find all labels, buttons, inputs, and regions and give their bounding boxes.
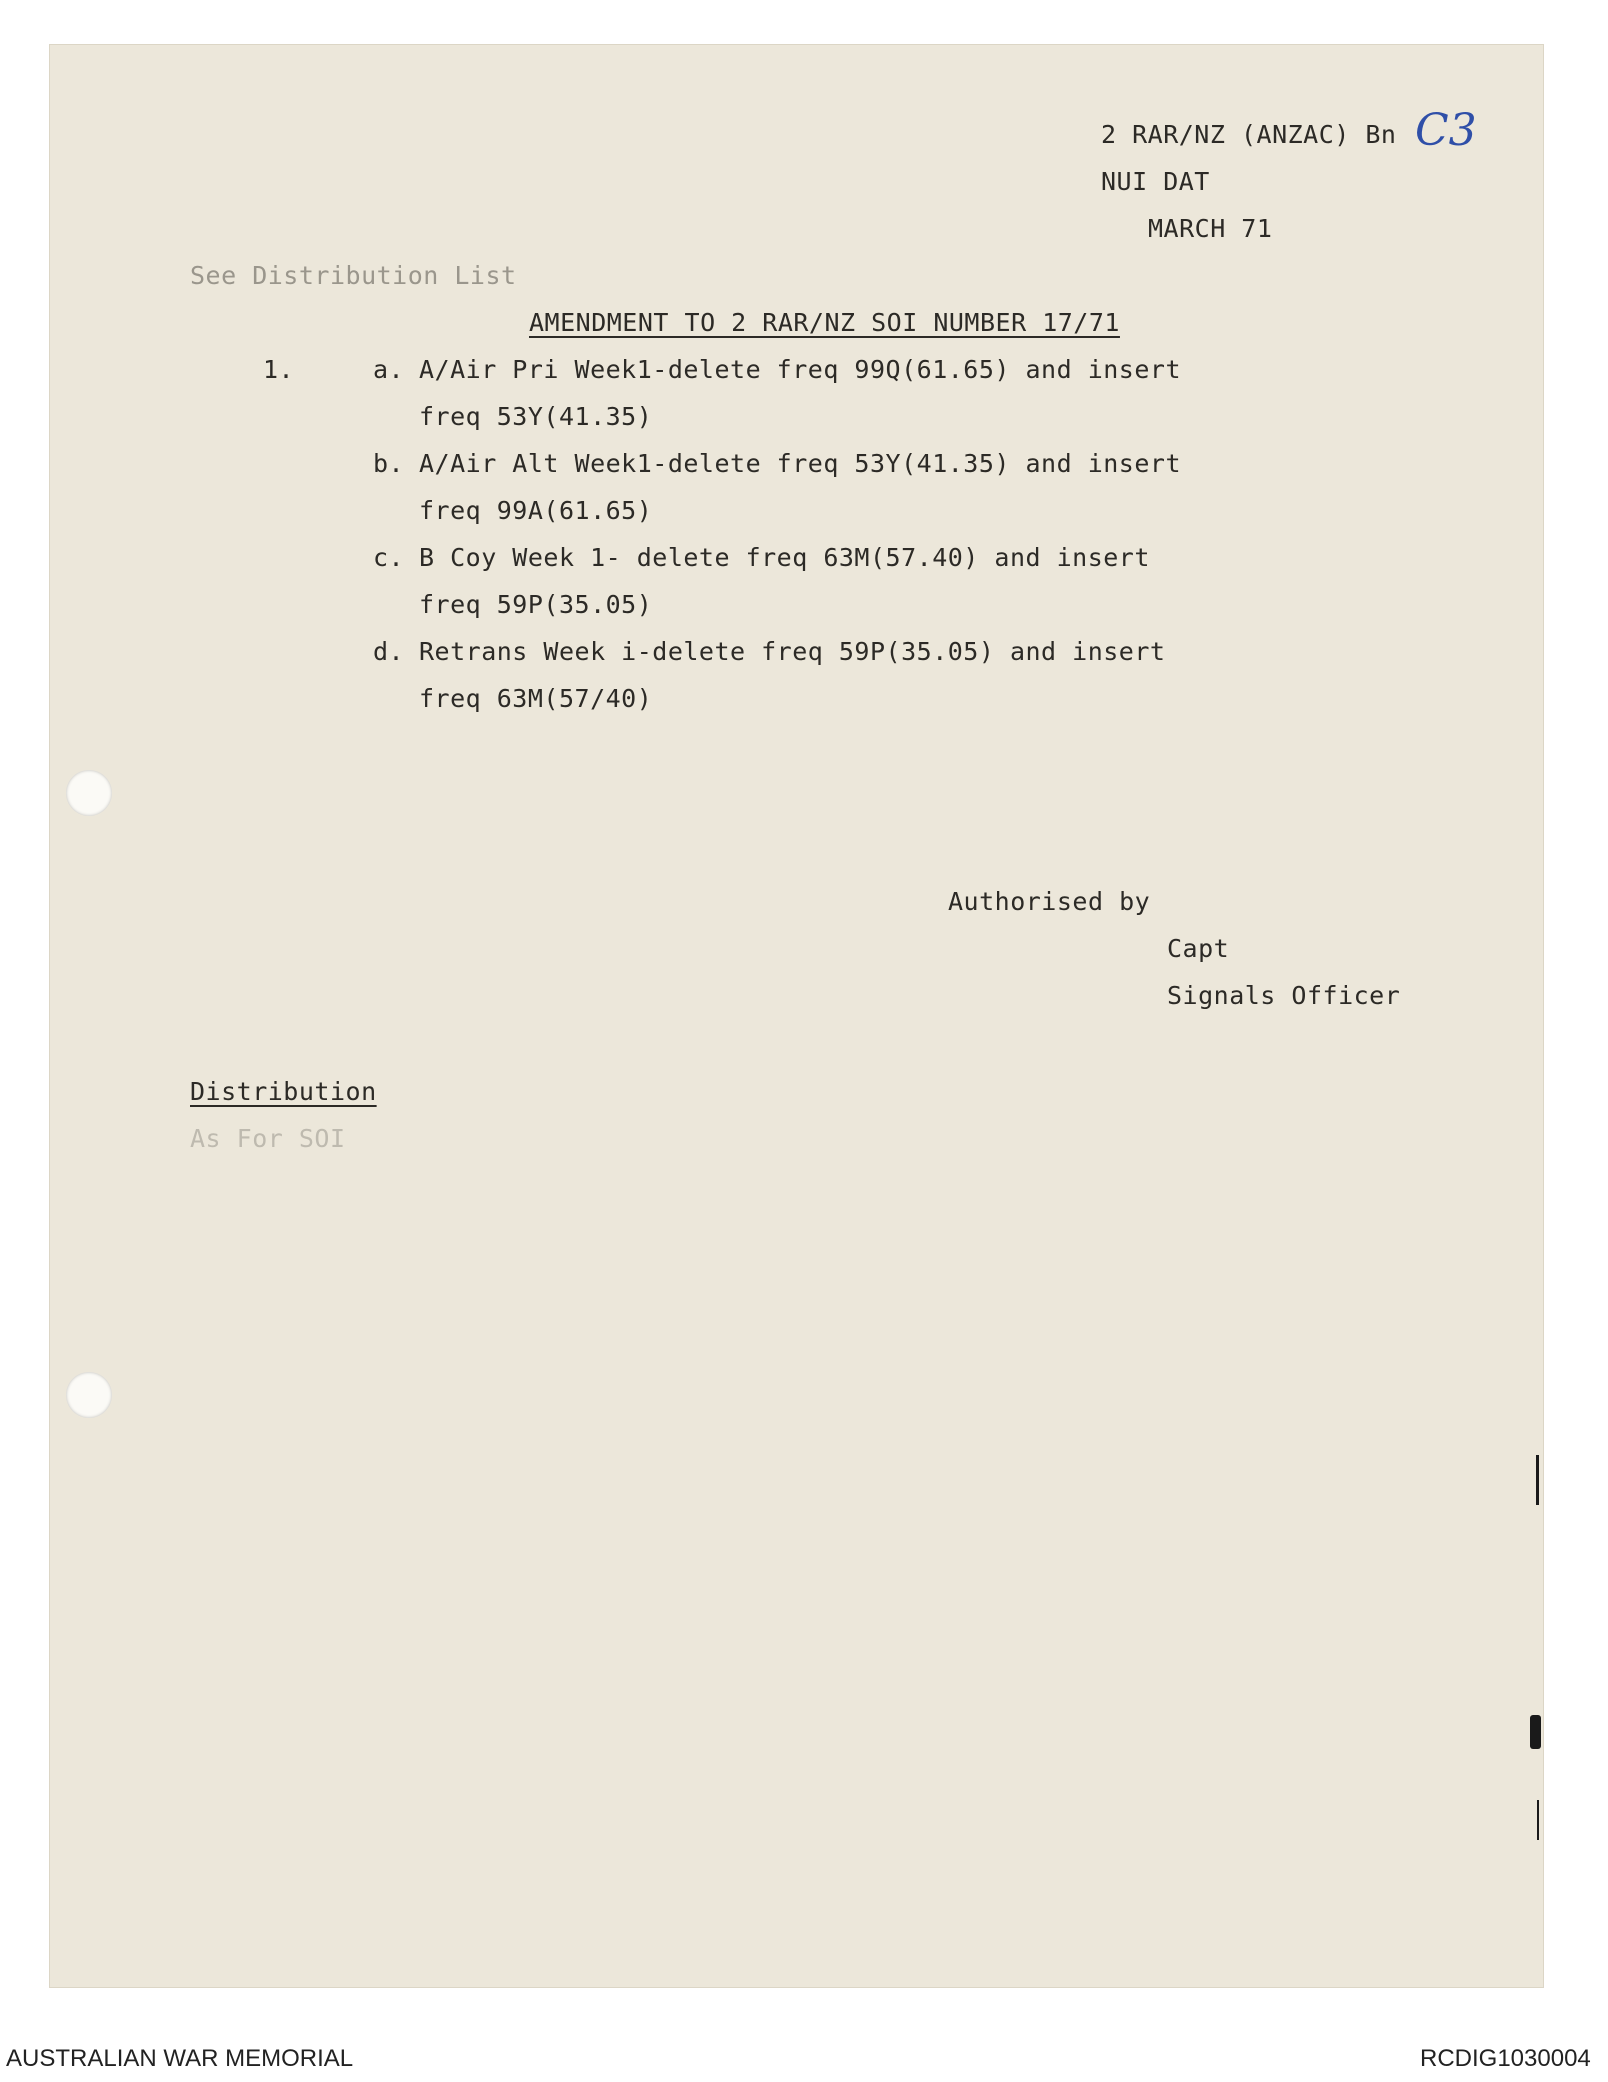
- item-letter: b.: [373, 449, 405, 478]
- item-line: freq 53Y(41.35): [419, 402, 653, 431]
- punch-hole-top: [66, 770, 112, 816]
- document-page: [50, 45, 1543, 1987]
- edge-mark: [1530, 1715, 1541, 1749]
- item-letter: a.: [373, 355, 405, 384]
- handwritten-mark: C3: [1415, 105, 1477, 156]
- signatory-rank: Capt: [1167, 934, 1230, 963]
- distribution-heading: Distribution: [190, 1077, 377, 1106]
- document-title: AMENDMENT TO 2 RAR/NZ SOI NUMBER 17/71: [529, 308, 1120, 337]
- item-line: freq 63M(57/40): [419, 684, 653, 713]
- paragraph-number: 1.: [263, 355, 295, 384]
- unit-heading: 2 RAR/NZ (ANZAC) Bn: [1101, 120, 1397, 149]
- addressee-line: See Distribution List: [190, 261, 517, 290]
- authorised-by: Authorised by: [948, 887, 1151, 916]
- item-line: A/Air Pri Week1-delete freq 99Q(61.65) and insert: [419, 355, 1182, 384]
- footer-archive-name: AUSTRALIAN WAR MEMORIAL: [6, 2045, 354, 2072]
- item-line: freq 99A(61.65): [419, 496, 653, 525]
- punch-hole-bottom: [66, 1372, 112, 1418]
- item-line: A/Air Alt Week1-delete freq 53Y(41.35) and insert: [419, 449, 1182, 478]
- item-line: Retrans Week i-delete freq 59P(35.05) and insert: [419, 637, 1166, 666]
- edge-mark: [1537, 1800, 1539, 1840]
- item-line: freq 59P(35.05): [419, 590, 653, 619]
- distribution-line: As For SOI: [190, 1124, 346, 1153]
- location-line: NUI DAT: [1101, 167, 1210, 196]
- date-line: MARCH 71: [1148, 214, 1273, 243]
- item-line: B Coy Week 1- delete freq 63M(57.40) and insert: [419, 543, 1150, 572]
- edge-mark: [1536, 1455, 1539, 1505]
- item-letter: d.: [373, 637, 405, 666]
- signatory-appointment: Signals Officer: [1167, 981, 1401, 1010]
- footer-reference-id: RCDIG1030004: [1420, 2045, 1591, 2072]
- item-letter: c.: [373, 543, 405, 572]
